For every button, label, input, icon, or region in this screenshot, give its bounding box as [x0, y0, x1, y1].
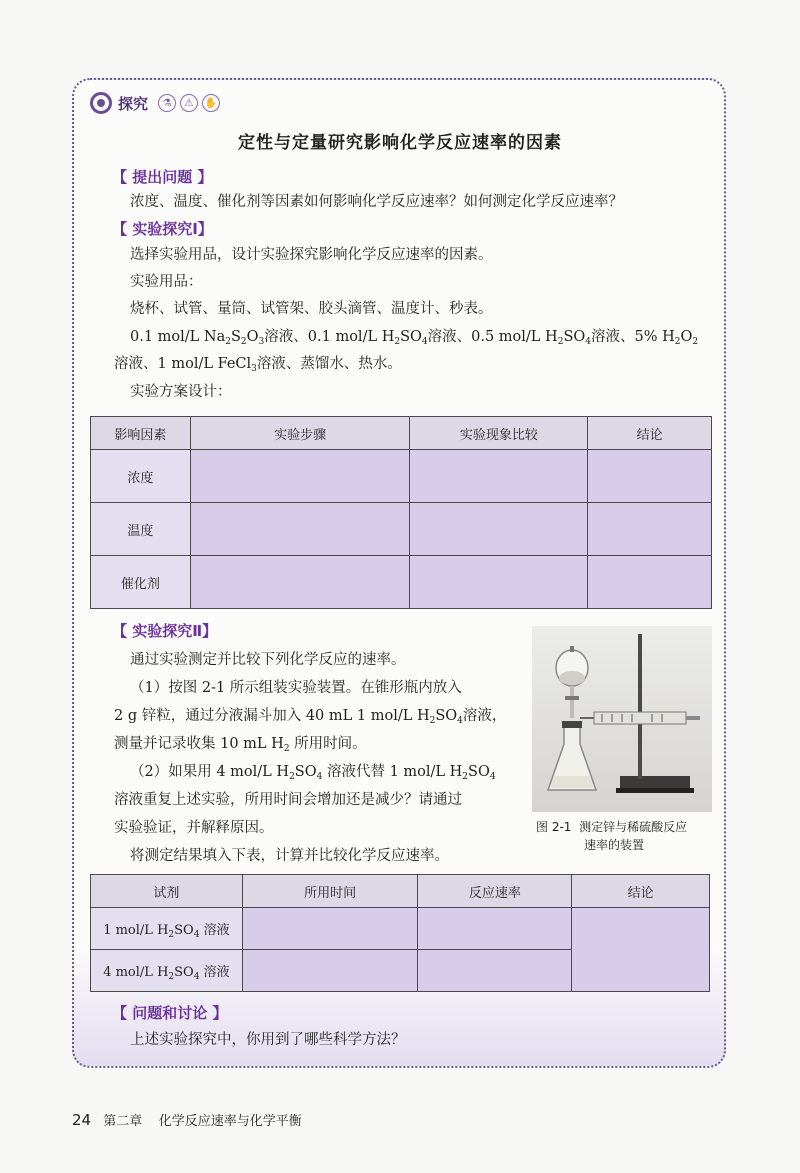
- table-cell[interactable]: [410, 450, 588, 503]
- table1-row-label: 温度: [91, 503, 191, 556]
- exp2-line6: 溶液重复上述实验，所用时间会增加还是减少？请通过: [114, 792, 462, 808]
- chapter-label: 第二章: [103, 1114, 143, 1129]
- table1-row-label: 浓度: [91, 450, 191, 503]
- figure-number: 图 2-1: [536, 820, 572, 834]
- apparatus-photo: [532, 626, 712, 812]
- table-cell[interactable]: [418, 950, 572, 992]
- table2-row-label: 4 mol/L $H_2SO_4$ 溶液: [91, 950, 243, 992]
- table-cell[interactable]: [190, 556, 410, 609]
- question-text: 浓度、温度、催化剂等因素如何影响化学反应速率？如何测定化学反应速率？: [130, 194, 623, 210]
- table2-header: 反应速率: [418, 875, 572, 908]
- table-cell[interactable]: [588, 503, 712, 556]
- reagents-line2: 溶液、1 mol/L FeCl$_3$溶液、蒸馏水、热水。: [114, 356, 402, 374]
- flask-icon: ⚗: [158, 94, 176, 112]
- section-label-discussion: 【 问题和讨论 】: [112, 1004, 228, 1022]
- inquiry-tag: 探究: [118, 94, 149, 113]
- table1-header: 结论: [588, 417, 712, 450]
- page-footer: [72, 1110, 302, 1129]
- exp2-line8: 将测定结果填入下表，计算并比较化学反应速率。: [130, 848, 449, 864]
- page-number: 24: [72, 1111, 92, 1129]
- figure-caption: 图 2-1 测定锌与稀硫酸反应 速率的装置: [536, 820, 688, 852]
- exp1-line5: 实验方案设计：: [130, 384, 232, 400]
- exp1-line3: 烧杯、试管、量筒、试管架、胶头滴管、温度计、秒表。: [130, 301, 493, 317]
- section-label-experiment-2: 【 实验探究Ⅱ】: [112, 622, 218, 640]
- table-cell[interactable]: [190, 503, 410, 556]
- page-title: 定性与定量研究影响化学反应速率的因素: [238, 133, 562, 153]
- table2-header: 试剂: [91, 875, 243, 908]
- reagents-line1: 0.1 mol/L $Na_2S_2O_3$溶液、0.1 mol/L $H_2SO_4$溶液、0.5 mol/L $H_2SO_4$溶液、5% $H_2O_2$: [130, 329, 699, 347]
- table-cell[interactable]: [588, 556, 712, 609]
- exp2-line7: 实验验证，并解释原因。: [114, 820, 274, 836]
- table2-header: 所用时间: [242, 875, 418, 908]
- table-cell[interactable]: [410, 556, 588, 609]
- warning-icon: ⚠: [180, 94, 198, 112]
- hand-icon: ✋: [202, 94, 220, 112]
- exp2-line4: 测量并记录收集 10 mL $H_2$ 所用时间。: [114, 736, 367, 754]
- section-label-question: 【 提出问题 】: [112, 168, 213, 186]
- design-table: [90, 416, 712, 609]
- table-cell[interactable]: [572, 908, 710, 992]
- discussion-text: 上述实验探究中，你用到了哪些科学方法？: [130, 1032, 406, 1048]
- table-cell[interactable]: [242, 950, 418, 992]
- table-cell[interactable]: [588, 450, 712, 503]
- exp2-line1: 通过实验测定并比较下列化学反应的速率。: [130, 652, 406, 668]
- table-cell[interactable]: [410, 503, 588, 556]
- section-label-experiment-1: 【 实验探究Ⅰ】: [112, 220, 213, 238]
- table1-header: 实验步骤: [190, 417, 410, 450]
- exp2-line5: （2）如果用 4 mol/L $H_2SO_4$ 溶液代替 1 mol/L $H_2SO_4$: [130, 764, 496, 782]
- table1-header: 实验现象比较: [410, 417, 588, 450]
- table-cell[interactable]: [418, 908, 572, 950]
- inquiry-header: [90, 90, 224, 116]
- table1-row-label: 催化剂: [91, 556, 191, 609]
- exp2-line2: （1）按图 2-1 所示组装实验装置。在锥形瓶内放入: [130, 680, 462, 696]
- table1-header: 影响因素: [91, 417, 191, 450]
- chapter-title: 化学反应速率与化学平衡: [158, 1114, 302, 1129]
- exp2-line3: 2 g 锌粒，通过分液漏斗加入 40 mL 1 mol/L $H_2SO_4$溶液，: [114, 708, 507, 726]
- exp1-line2: 实验用品：: [130, 274, 203, 290]
- exp1-line1: 选择实验用品，设计实验探究影响化学反应速率的因素。: [130, 247, 493, 263]
- table-cell[interactable]: [242, 908, 418, 950]
- table2-row-label: 1 mol/L $H_2SO_4$ 溶液: [91, 908, 243, 950]
- results-table: [90, 874, 710, 992]
- table-cell[interactable]: [190, 450, 410, 503]
- target-icon: [90, 92, 112, 114]
- table2-header: 结论: [572, 875, 710, 908]
